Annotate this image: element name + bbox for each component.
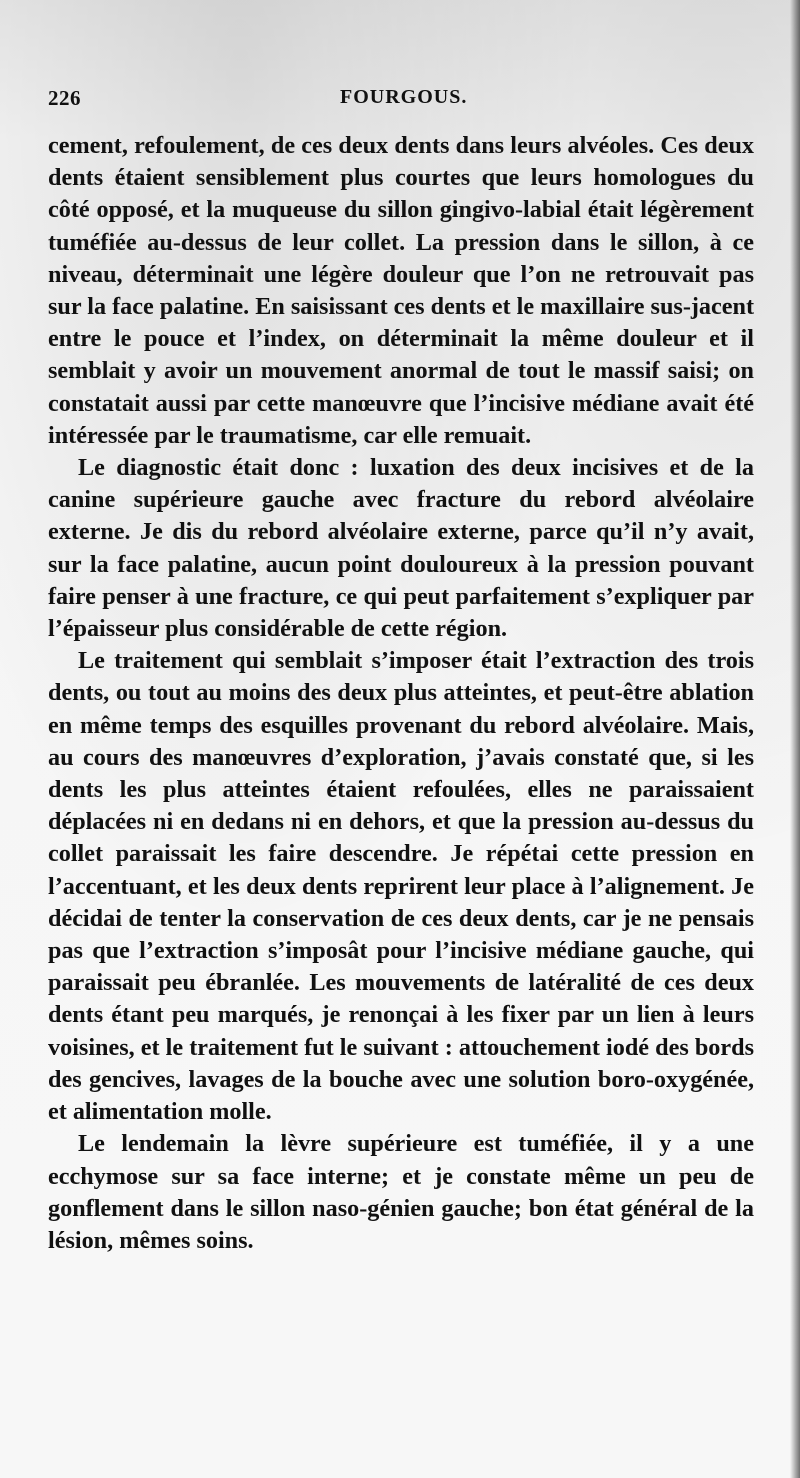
page-edge-shadow xyxy=(790,0,800,1478)
running-title: FOURGOUS. xyxy=(340,86,468,108)
paragraph-diagnosis: Le diagnostic était donc : luxation des deux incisives et de la canine supérieure gauche avec fracture du rebord alvéolaire externe. Je dis du rebord alvéolaire externe, parce qu’il n’y avait, sur la face palatine, aucun point douloureux à la pression pouvant faire penser à une fracture, ce qui peut parfaitement s’expliquer par l’épaisseur plus considérable de cette région. xyxy=(48,454,754,643)
body-text xyxy=(48,130,754,1257)
paragraph-continuation: cement, refoulement, de ces deux dents dans leurs alvéoles. Ces deux dents étaient sensiblement plus courtes que leurs homologues du côté opposé, et la muqueuse du sillon gingivo-labial était légèrement tuméfiée au-dessus de leur collet. La pression dans le sillon, à ce niveau, déterminait une légère douleur que l’on ne retrouvait pas sur la face palatine. En saisissant ces dents et le maxillaire sus-jacent entre le pouce et l’index, on déterminait la même douleur et il semblait y avoir un mouvement anormal de tout le massif saisi; on constatait aussi par cette manœuvre que l’incisive médiane avait été intéressée par le traumatisme, car elle remuait. xyxy=(48,132,754,449)
running-head xyxy=(48,86,760,118)
page-number: 226 xyxy=(48,86,81,110)
paragraph-next-day: Le lendemain la lèvre supérieure est tuméfiée, il y a une ecchymose sur sa face interne; et je constate même un peu de gonflement dans le sillon naso-génien gauche; bon état général de la lésion, mêmes soins. xyxy=(48,1130,754,1254)
paragraph-treatment: Le traitement qui semblait s’imposer était l’extraction des trois dents, ou tout au moins des deux plus atteintes, et peut-être ablation en même temps des esquilles provenant du rebord alvéolaire. Mais, au cours des manœuvres d’exploration, j’avais constaté que, si les dents les plus atteintes étaient refoulées, elles ne paraissaient déplacées ni en dedans ni en dehors, et que la pression au-dessus du collet paraissait les faire descendre. Je répétai cette pression en l’accentuant, et les deux dents reprirent leur place à l’alignement. Je décidai de tenter la conservation de ces deux dents, car je ne pensais pas que l’extraction s’imposât pour l’incisive médiane gauche, qui paraissait peu ébranlée. Les mouvements de latéralité de ces deux dents étant peu marqués, je renonçai à les fixer par un lien à leurs voisines, et le traitement fut le suivant : attouchement iodé des bords des gencives, lavages de la bouche avec une solution boro-oxygénée, et alimentation molle. xyxy=(48,647,754,1126)
